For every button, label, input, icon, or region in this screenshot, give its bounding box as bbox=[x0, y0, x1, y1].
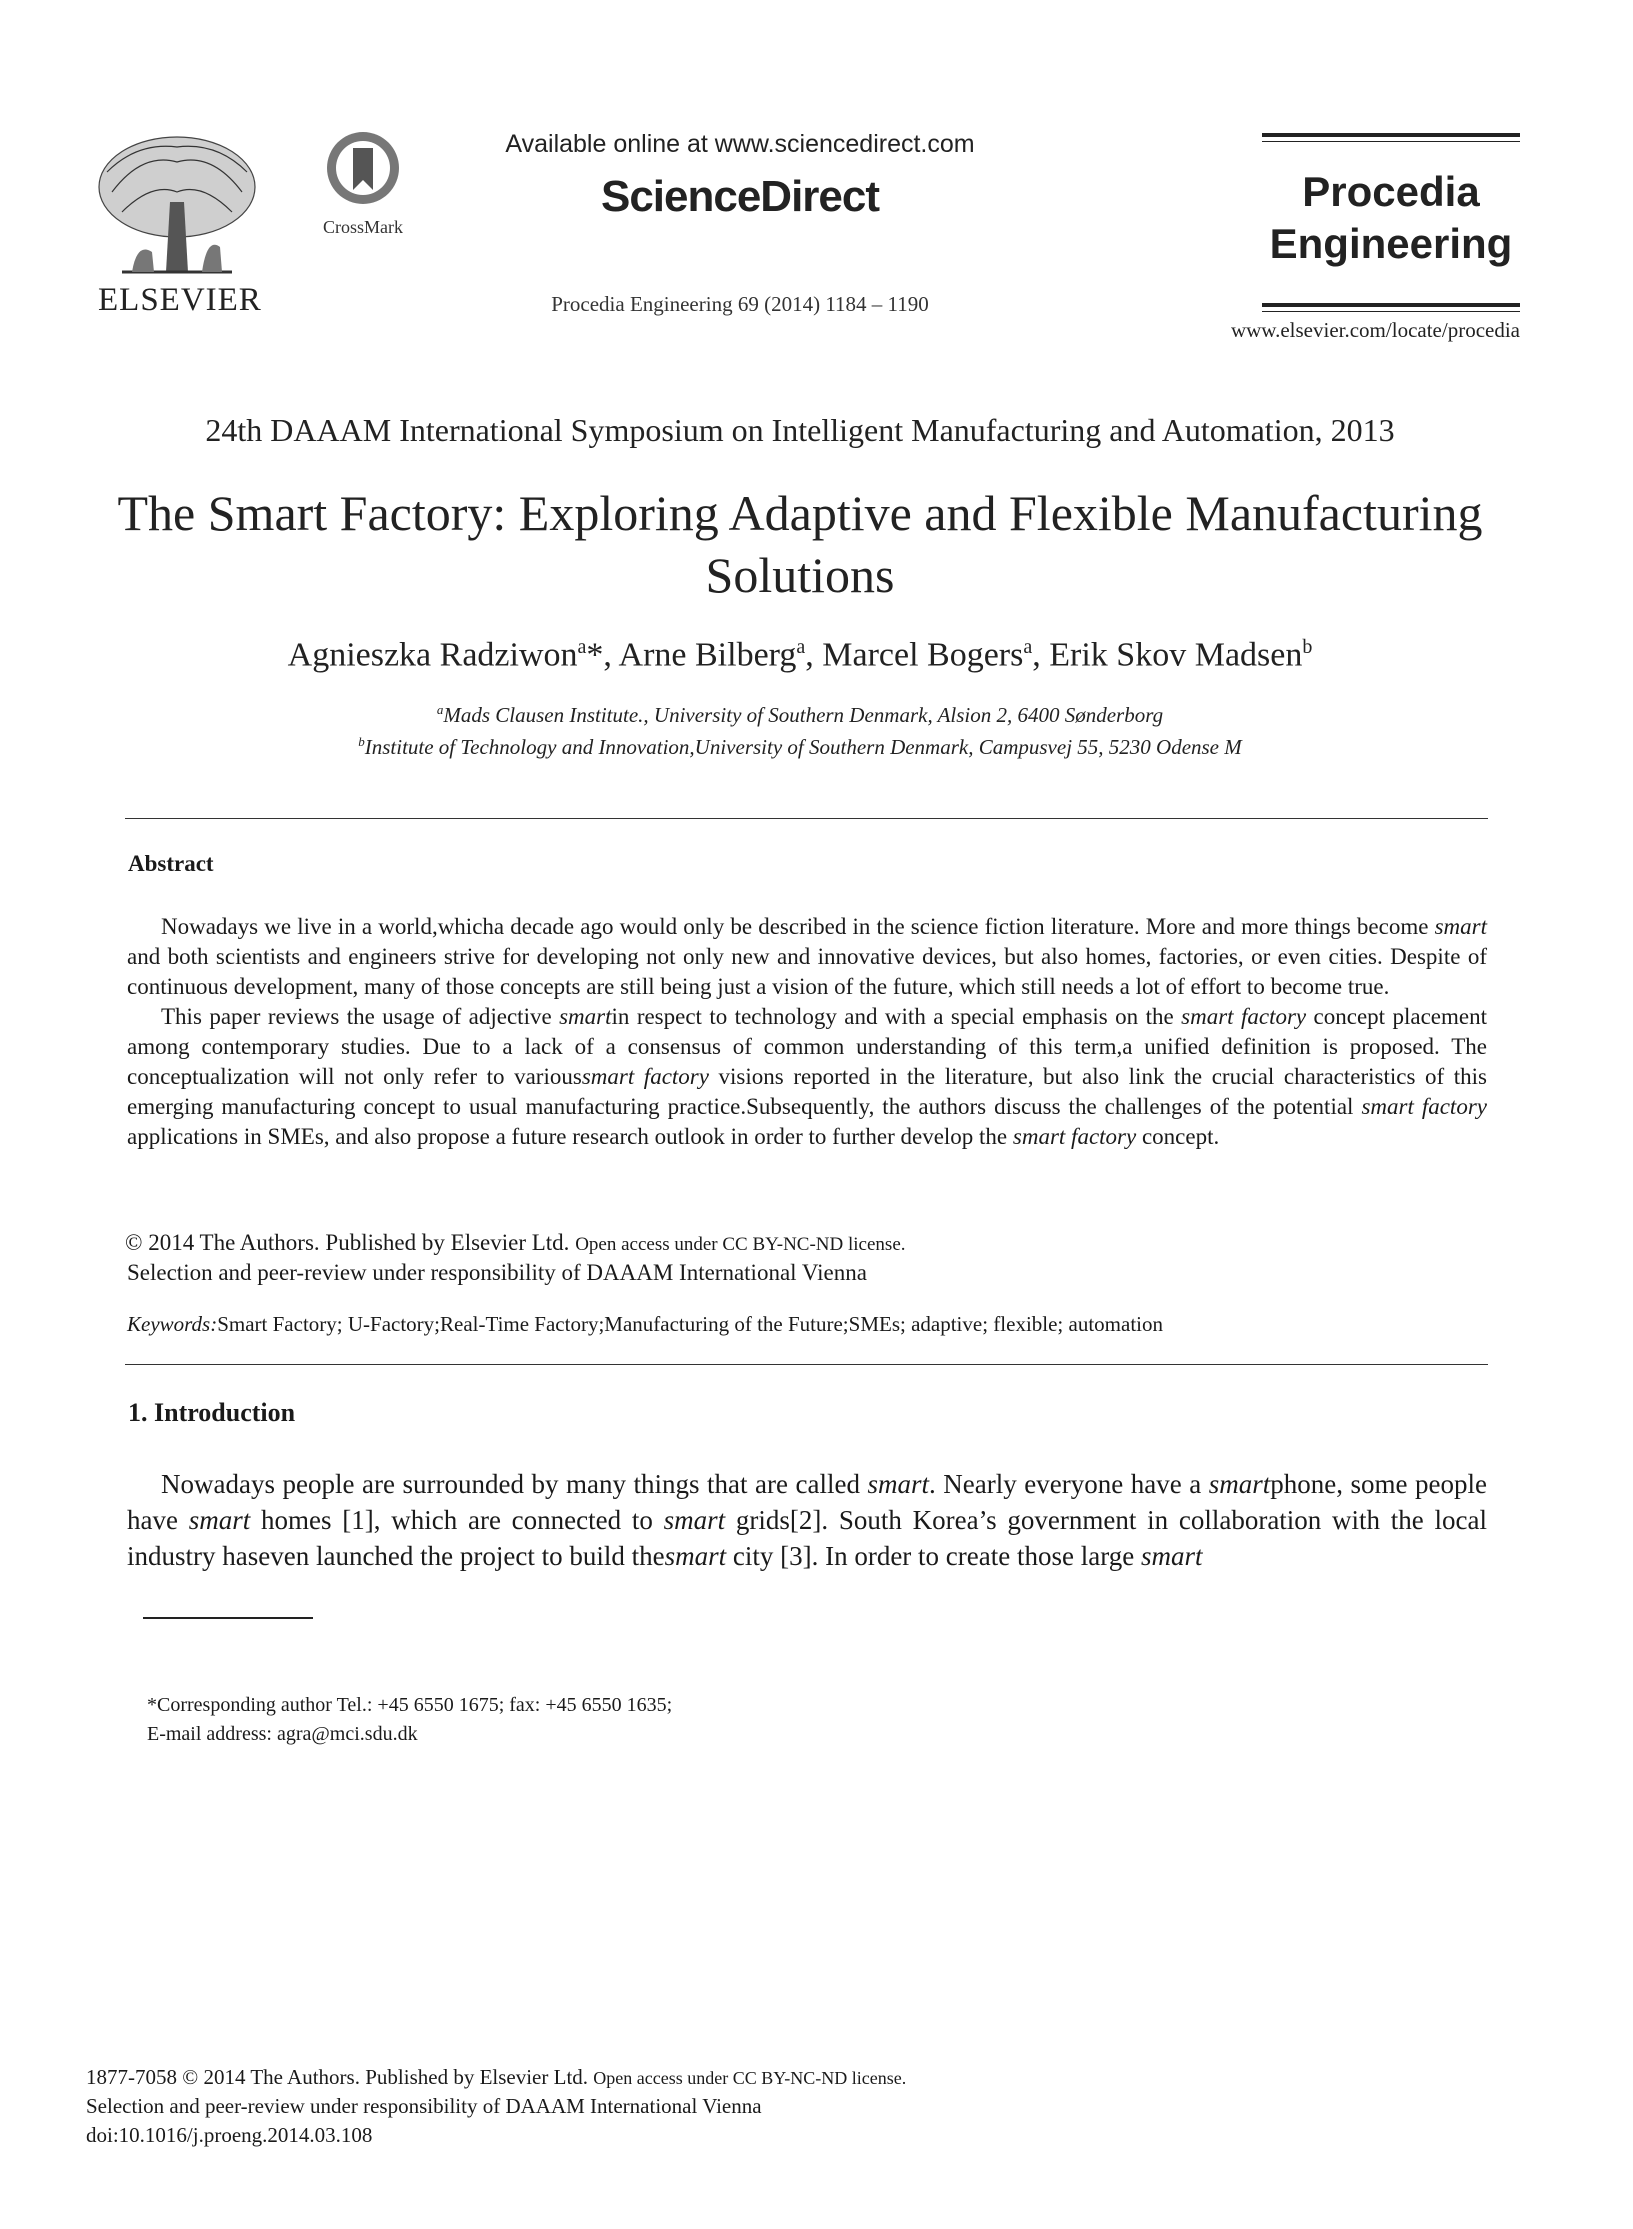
footnote-email: E-mail address: agra@mci.sdu.dk bbox=[147, 1723, 418, 1745]
journal-title-line2: Engineering bbox=[1269, 220, 1513, 267]
journal-rule-bottom bbox=[1262, 303, 1520, 307]
affiliation-sup: b bbox=[358, 734, 365, 749]
italic-term: smart bbox=[663, 1505, 726, 1535]
conference-name: 24th DAAAM International Symposium on Intelligent Manufacturing and Automation, 2013 bbox=[205, 412, 1395, 448]
section-divider bbox=[125, 818, 1488, 819]
journal-rule-bottom-thin bbox=[1262, 311, 1520, 312]
crossmark-badge[interactable] bbox=[318, 130, 408, 238]
journal-rule-top-thin bbox=[1262, 141, 1520, 142]
journal-reference: Procedia Engineering 69 (2014) 1184 – 1190 bbox=[551, 292, 929, 316]
abstract-paragraph: Nowadays we live in a world,whicha decade ago would only be described in the science fiction literature. More and more things become smart and both scientists and engineers strive for developing not only new and innovative devices, but also homes, factories, or even cities. Despite of continuous development, many of those concepts are still being just a vision of the future, which still needs a lot of effort to become true. bbox=[127, 914, 1487, 999]
affiliation-a bbox=[100, 702, 1500, 728]
italic-term: smart factory bbox=[1012, 1124, 1137, 1149]
author-affil-sup: b bbox=[1302, 636, 1313, 658]
paper-title-line1: The Smart Factory: Exploring Adaptive and Flexible Manufacturing bbox=[117, 485, 1483, 541]
italic-term: smart bbox=[1434, 914, 1487, 939]
section-heading-introduction: 1. Introduction bbox=[128, 1398, 296, 1427]
italic-term: smart bbox=[1140, 1541, 1203, 1571]
author-name: Erik Skov Madsen bbox=[1049, 636, 1303, 674]
journal-title bbox=[1262, 166, 1520, 270]
available-online-text: Available online at www.sciencedirect.com bbox=[505, 130, 975, 158]
bottom-peer-review: Selection and peer-review under responsibility of DAAAM International Vienna bbox=[86, 2094, 762, 2118]
bottom-license-link[interactable]: Open access under CC BY-NC-ND license. bbox=[593, 2068, 907, 2088]
author-affil-sup: a bbox=[577, 636, 587, 658]
keywords-list: Smart Factory; U-Factory;Real-Time Factory;Manufacturing of the Future;SMEs; adaptive; flexible; automation bbox=[217, 1312, 1163, 1336]
introduction-paragraph: Nowadays people are surrounded by many things that are called smart. Nearly everyone have a smartphone, some people have smart homes [1], which are connected to smart grids[2]. South Korea’s government in collaboration with the local industry haseven launched the project to build thesmart city [3]. In order to create those large smart bbox=[127, 1469, 1488, 1571]
author-affil-sup: a bbox=[1023, 636, 1033, 658]
italic-term: smart bbox=[867, 1469, 930, 1499]
italic-term: smart bbox=[559, 1004, 612, 1029]
paper-title bbox=[100, 482, 1500, 606]
journal-rule-top bbox=[1262, 133, 1520, 137]
copyright-line bbox=[125, 1230, 906, 1256]
sciencedirect-logo: ScienceDirect bbox=[600, 172, 880, 221]
footnote-rule bbox=[143, 1617, 313, 1619]
italic-term: smart bbox=[188, 1505, 251, 1535]
copyright-text: © 2014 The Authors. Published by Elsevier Ltd. bbox=[125, 1230, 570, 1255]
affiliation-sup: a bbox=[436, 702, 444, 717]
footnote-contact: *Corresponding author Tel.: +45 6550 1675; fax: +45 6550 1635; bbox=[147, 1694, 673, 1716]
crossmark-icon bbox=[325, 130, 401, 206]
journal-title-line1: Procedia bbox=[1302, 168, 1480, 215]
italic-term: smart bbox=[1208, 1469, 1271, 1499]
affiliation-text: Mads Clausen Institute., University of Southern Denmark, Alsion 2, 6400 Sønderborg bbox=[443, 703, 1164, 727]
issn-copyright bbox=[86, 2065, 906, 2090]
corresponding-mark: * bbox=[586, 636, 604, 674]
author-name: Arne Bilberg bbox=[618, 636, 797, 674]
elsevier-wordmark: ELSEVIER bbox=[98, 282, 262, 318]
author-list: Agnieszka Radziwon$^a$*, Arne Bilberg$^a$, Marcel Bogers$^a$, Erik Skov Madsen$^b$ bbox=[287, 636, 1313, 674]
keywords bbox=[127, 1312, 1163, 1337]
journal-url-link[interactable]: www.elsevier.com/locate/procedia bbox=[1230, 318, 1520, 342]
italic-term: smart bbox=[664, 1541, 727, 1571]
license-link[interactable]: Open access under CC BY-NC-ND license. bbox=[575, 1234, 906, 1255]
section-divider bbox=[125, 1364, 1488, 1365]
doi-link[interactable]: doi:10.1016/j.proeng.2014.03.108 bbox=[86, 2123, 373, 2147]
author-affil-sup: a bbox=[796, 636, 806, 658]
abstract-paragraph: This paper reviews the usage of adjective smartin respect to technology and with a special emphasis on the smart factory concept placement among contemporary studies. Due to a lack of a consensus of common understanding of this term,a unified definition is proposed. The conceptualization will not only refer to varioussmart factory visions reported in the literature, but also link the crucial characteristics of this emerging manufacturing concept to usual manufacturing practice.Subsequently, the authors discuss the challenges of the potential smart factory applications in SMEs, and also propose a future research outlook in order to further develop the smart factory concept. bbox=[127, 1004, 1487, 1149]
abstract-body bbox=[127, 912, 1487, 1152]
italic-term: smart factory bbox=[1181, 1004, 1307, 1029]
issn-text: 1877-7058 © 2014 The Authors. Published by Elsevier Ltd. bbox=[86, 2065, 589, 2089]
affiliation-text: Institute of Technology and Innovation,University of Southern Denmark, Campusvej 55, 5230 Odense M bbox=[364, 735, 1242, 759]
abstract-heading: Abstract bbox=[128, 851, 214, 876]
keywords-label: Keywords: bbox=[127, 1312, 218, 1336]
introduction-body bbox=[127, 1466, 1487, 1574]
affiliation-b bbox=[100, 734, 1500, 760]
crossmark-label: CrossMark bbox=[323, 217, 403, 237]
author-name: Marcel Bogers bbox=[822, 636, 1024, 674]
author-name: Agnieszka Radziwon bbox=[287, 636, 578, 674]
peer-review-note: Selection and peer-review under responsibility of DAAAM International Vienna bbox=[127, 1260, 867, 1285]
italic-term: smart factory bbox=[581, 1064, 709, 1089]
italic-term: smart factory bbox=[1361, 1094, 1487, 1119]
paper-title-line2: Solutions bbox=[705, 547, 895, 603]
